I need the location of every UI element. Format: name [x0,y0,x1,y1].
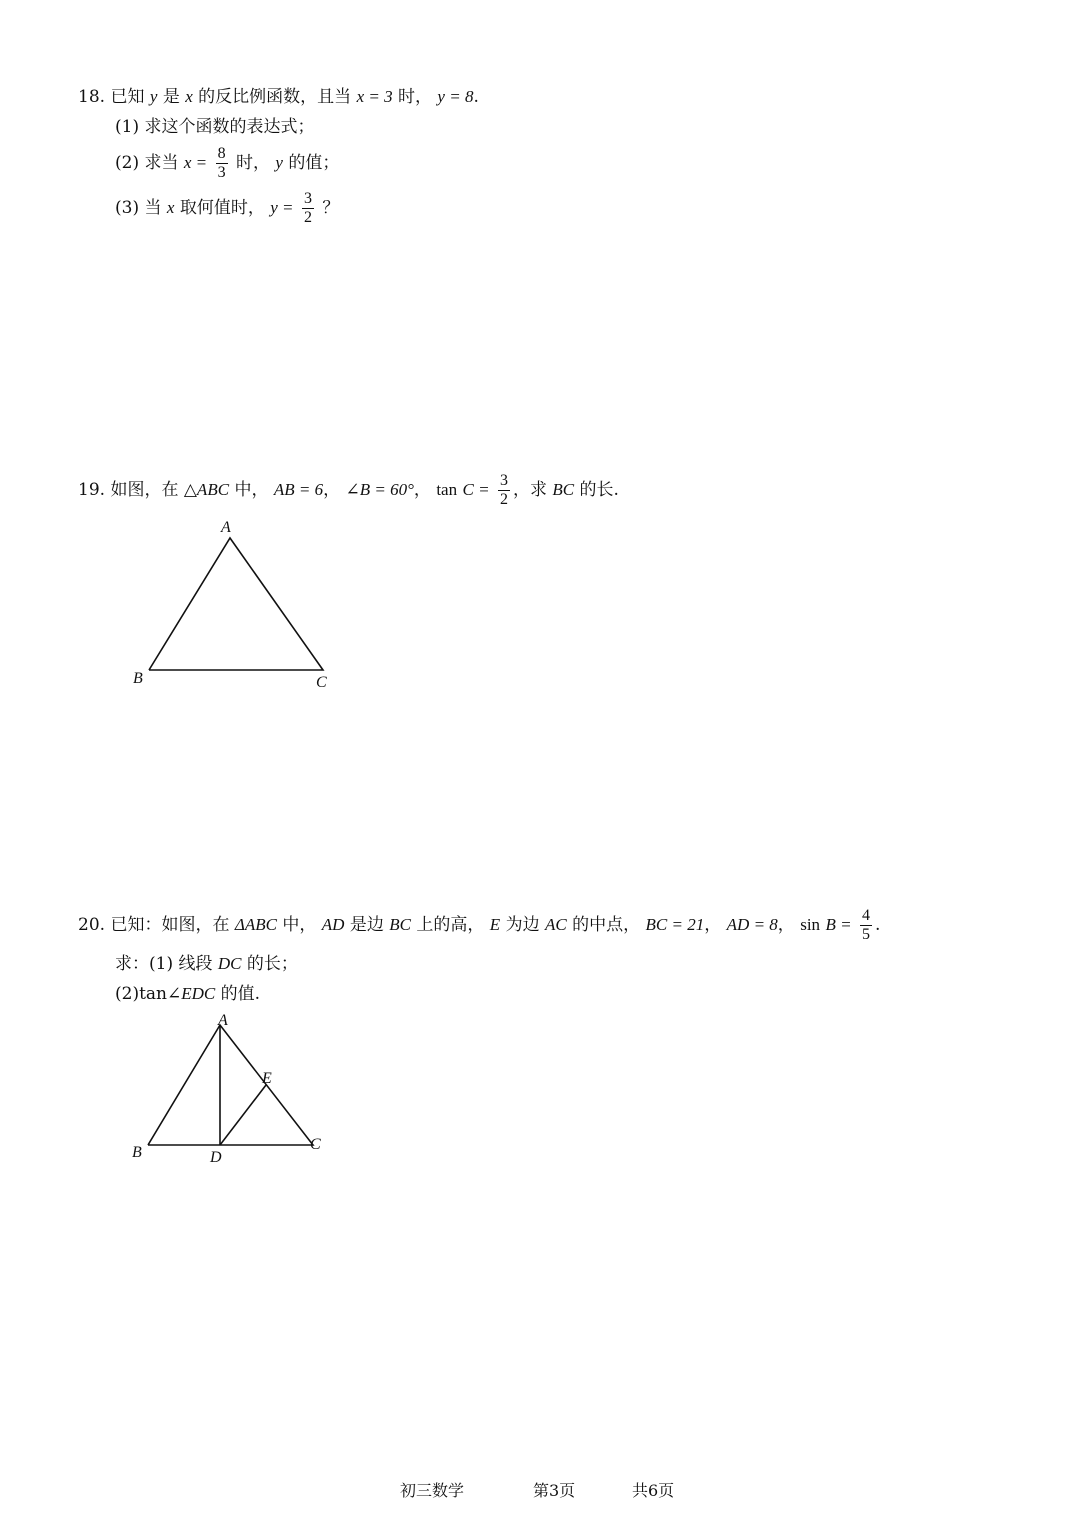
vertex-label-c: C [316,674,327,691]
triangle-abc-altitude-figure [120,1005,340,1175]
triangle-abc [149,538,323,670]
segment-de [220,1085,266,1145]
vertex-label-e: E [262,1070,272,1087]
triangle-abc-figure [120,510,350,695]
q18-number: 18. [78,87,106,107]
vertex-label-a: A [218,1012,228,1029]
triangle-abc [148,1025,313,1145]
vertex-label-b: B [133,670,143,687]
vertex-label-d: D [210,1149,222,1166]
q20-ask2: (2)tan∠EDC 的值. [115,984,261,1004]
q18-part1: (1) 求这个函数的表达式； [115,117,315,137]
footer-subject: 初三数学 [400,1481,465,1500]
vertex-label-b: B [132,1144,142,1161]
q20-stem: 20. 已知：如图，在 ΔABC 中， AD 是边 BC 上的高， E 为边 AC 的中点， BC = 21， AD = 8， sin B = $\frac{4}{5}$ . [78,907,881,943]
q20-number: 20. [78,915,106,935]
q19-stem: 19. 如图，在 △ABC 中， AB = 6， ∠B = 60°， tan C = $\frac{3}{2}$ ，求 BC 的长. [78,472,619,508]
vertex-label-c: C [310,1136,321,1153]
q18-stem: 18. 已知 y 是 x 的反比例函数，且当 x = 3 时， y = 8. [78,87,479,107]
q18-part3: (3) 当 x 取何值时， y = $\frac{3}{2}$ ？ [115,190,340,226]
q18-part2: (2) 求当 x = $\frac{8}{3}$ 时， y 的值； [115,145,340,181]
footer-total-pages: 共6页 [632,1481,675,1500]
q19-number: 19. [78,480,106,500]
vertex-label-a: A [221,519,231,536]
q20-ask1: 求：(1) 线段 DC 的长； [115,954,298,974]
fraction-8-3: $\frac{8}{3}$ [217,145,226,181]
fraction-3-2-tan: $\frac{3}{2}$ [499,472,508,508]
footer-page-number: 第3页 [533,1481,576,1500]
fraction-3-2: $\frac{3}{2}$ [303,190,312,226]
fraction-4-5: $\frac{4}{5}$ [861,907,870,943]
